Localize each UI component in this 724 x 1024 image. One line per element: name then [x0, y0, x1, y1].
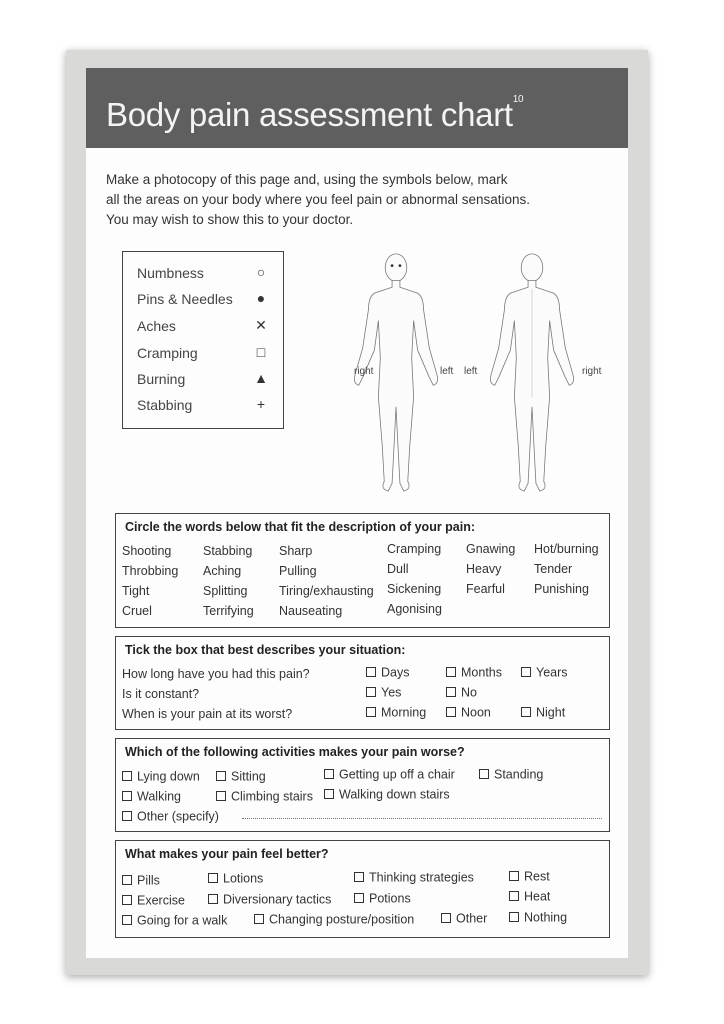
section-title: Which of the following activities makes your pain worse?	[125, 745, 465, 759]
checkbox-icon	[122, 895, 132, 905]
pain-word[interactable]: Sickening	[387, 582, 442, 596]
checkbox-icon	[208, 894, 218, 904]
pain-word[interactable]: Hot/burning	[534, 542, 599, 556]
checkbox-getting-up[interactable]: Getting up off a chair	[324, 767, 455, 782]
checkbox-icon	[446, 707, 456, 717]
checkbox-years[interactable]: Years	[521, 665, 568, 680]
checkbox-icon	[122, 791, 132, 801]
legend-item-pins-needles: Pins & Needles ●	[137, 288, 267, 312]
pain-word[interactable]: Agonising	[387, 602, 442, 616]
checkbox-standing[interactable]: Standing	[479, 767, 543, 782]
checkbox-night[interactable]: Night	[521, 705, 565, 720]
checkbox-icon	[446, 667, 456, 677]
pain-word[interactable]: Stabbing	[203, 544, 253, 558]
pain-word[interactable]: Shooting	[122, 544, 172, 558]
checkbox-icon	[216, 791, 226, 801]
pain-word[interactable]: Tiring/exhausting	[279, 584, 374, 598]
open-circle-icon: ○	[256, 264, 266, 280]
checkbox-walking-down-stairs[interactable]: Walking down stairs	[324, 787, 450, 802]
checkbox-morning[interactable]: Morning	[366, 705, 426, 720]
checkbox-icon	[254, 914, 264, 924]
pain-words-section	[115, 513, 610, 628]
checkbox-diversionary-tactics[interactable]: Diversionary tactics	[208, 892, 331, 907]
section-title: What makes your pain feel better?	[125, 847, 329, 861]
title-footnote-ref: 10	[512, 94, 524, 105]
checkbox-icon	[521, 667, 531, 677]
other-specify-line[interactable]	[242, 818, 602, 819]
checkbox-icon	[521, 707, 531, 717]
checkbox-icon	[509, 891, 519, 901]
pain-word[interactable]: Fearful	[466, 582, 505, 596]
checkbox-icon	[441, 913, 451, 923]
symbol-legend	[122, 251, 284, 429]
checkbox-walking[interactable]: Walking	[122, 789, 181, 804]
intro-line: You may wish to show this to your doctor.	[106, 212, 354, 227]
front-right-label: right	[354, 366, 374, 377]
checkbox-icon	[324, 789, 334, 799]
checkbox-no[interactable]: No	[446, 685, 477, 700]
checkbox-rest[interactable]: Rest	[509, 869, 550, 884]
back-left-label: left	[464, 366, 478, 377]
legend-item-aches: Aches ✕	[137, 315, 267, 339]
pain-word[interactable]: Cramping	[387, 542, 442, 556]
body-figures[interactable]	[326, 246, 606, 506]
legend-item-stabbing: Stabbing +	[137, 394, 267, 418]
checkbox-going-for-walk[interactable]: Going for a walk	[122, 913, 227, 928]
question-constant: Is it constant?	[122, 687, 200, 701]
pain-word[interactable]: Pulling	[279, 564, 317, 578]
checkbox-lotions[interactable]: Lotions	[208, 871, 263, 886]
document-sheet	[86, 68, 628, 958]
checkbox-thinking-strategies[interactable]: Thinking strategies	[354, 870, 474, 885]
checkbox-months[interactable]: Months	[446, 665, 502, 680]
question-worst-time: When is your pain at its worst?	[122, 707, 293, 721]
open-square-icon: □	[256, 344, 266, 360]
pain-word[interactable]: Punishing	[534, 582, 589, 596]
checkbox-icon	[208, 873, 218, 883]
intro-line: Make a photocopy of this page and, using the symbols below, mark	[106, 172, 508, 187]
legend-item-burning: Burning ▲	[137, 370, 268, 387]
checkbox-other[interactable]: Other	[441, 911, 487, 926]
checkbox-icon	[324, 769, 334, 779]
checkbox-exercise[interactable]: Exercise	[122, 893, 185, 908]
plus-icon: +	[256, 396, 266, 412]
checkbox-climbing-stairs[interactable]: Climbing stairs	[216, 789, 313, 804]
checkbox-icon	[366, 687, 376, 697]
cross-icon: ✕	[255, 317, 267, 333]
checkbox-icon	[122, 875, 132, 885]
question-duration: How long have you had this pain?	[122, 667, 310, 681]
front-left-label: left	[440, 366, 454, 377]
checkbox-icon	[122, 811, 132, 821]
checkbox-potions[interactable]: Potions	[354, 891, 411, 906]
checkbox-lying-down[interactable]: Lying down	[122, 769, 200, 784]
checkbox-nothing[interactable]: Nothing	[509, 910, 567, 925]
pain-word[interactable]: Nauseating	[279, 604, 343, 618]
pain-word[interactable]: Tight	[122, 584, 150, 598]
section-title: Tick the box that best describes your situation:	[125, 643, 406, 657]
checkbox-icon	[509, 912, 519, 922]
back-right-label: right	[582, 366, 602, 377]
checkbox-noon[interactable]: Noon	[446, 705, 491, 720]
relief-section	[115, 840, 610, 938]
checkbox-icon	[366, 667, 376, 677]
pain-word[interactable]: Gnawing	[466, 542, 516, 556]
pain-word[interactable]: Sharp	[279, 544, 313, 558]
pain-word[interactable]: Splitting	[203, 584, 248, 598]
checkbox-icon	[479, 769, 489, 779]
checkbox-sitting[interactable]: Sitting	[216, 769, 266, 784]
legend-item-cramping: Cramping □	[137, 342, 267, 366]
checkbox-pills[interactable]: Pills	[122, 873, 160, 888]
checkbox-icon	[122, 771, 132, 781]
pain-word[interactable]: Aching	[203, 564, 242, 578]
checkbox-icon	[446, 687, 456, 697]
checkbox-heat[interactable]: Heat	[509, 889, 550, 904]
legend-item-numbness: Numbness ○	[137, 262, 267, 286]
filled-circle-icon: ●	[256, 290, 266, 306]
filled-triangle-icon: ▲	[254, 370, 268, 386]
checkbox-icon	[354, 872, 364, 882]
back-body-figure[interactable]	[490, 254, 573, 491]
checkbox-icon	[122, 915, 132, 925]
checkbox-icon	[366, 707, 376, 717]
title-banner	[86, 68, 628, 148]
checkbox-days[interactable]: Days	[366, 665, 409, 680]
checkbox-icon	[216, 771, 226, 781]
intro-text	[106, 170, 606, 230]
checkbox-changing-posture[interactable]: Changing posture/position	[254, 912, 414, 927]
pain-word[interactable]: Tender	[534, 562, 573, 576]
activities-section	[115, 738, 610, 832]
checkbox-other-specify[interactable]: Other (specify)	[122, 809, 219, 824]
pain-word[interactable]: Cruel	[122, 604, 152, 618]
pain-word[interactable]: Heavy	[466, 562, 502, 576]
page-frame	[66, 50, 648, 975]
situation-section	[115, 636, 610, 730]
intro-line: all the areas on your body where you feel pain or abnormal sensations.	[106, 192, 531, 207]
page-title: Body pain assessment chart$^{10}$	[106, 94, 524, 133]
checkbox-icon	[354, 893, 364, 903]
pain-word[interactable]: Terrifying	[203, 604, 254, 618]
pain-word[interactable]: Throbbing	[122, 564, 179, 578]
section-title: Circle the words below that fit the description of your pain:	[125, 520, 476, 534]
checkbox-yes[interactable]: Yes	[366, 685, 401, 700]
pain-word[interactable]: Dull	[387, 562, 409, 576]
checkbox-icon	[509, 871, 519, 881]
